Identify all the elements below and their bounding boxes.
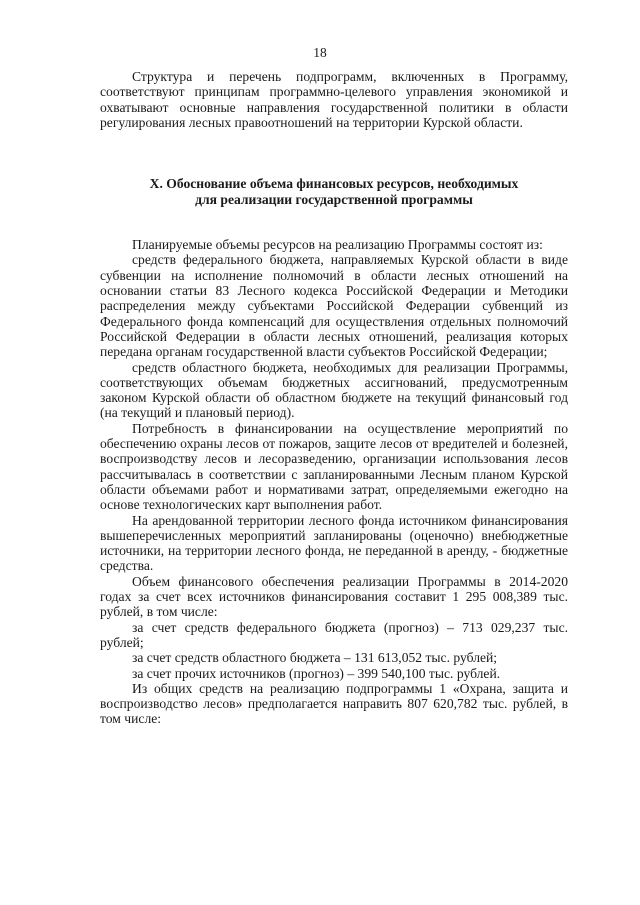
page-number: 18 — [313, 45, 327, 60]
paragraph-subprogram-1: Из общих средств на реализацию подпрограммы 1 «Охрана, защита и воспроизводство лесов» предполагается направить 807 620,782 тыс. рублей, в том числе: — [100, 680, 568, 727]
paragraph-leased-territory: На арендованной территории лесного фонда источником финансирования вышеперечисленных мероприятий запланированы (оценочно) внебюджетные источники, на территории лесного фонда, не переданной в аренду, - бюджетные средства. — [100, 512, 568, 574]
section-heading — [100, 176, 568, 208]
intro-paragraph: Структура и перечень подпрограмм, включенных в Программу, соответствуют принципам программно-целевого управления экономикой и охватывают основные направления государственной политики в области регулирования лесных правоотношений на территории Курской области. — [100, 69, 568, 130]
paragraph-federal-budget: средств федерального бюджета, направляемых Курской области в виде субвенции на исполнение полномочий в области лесных отношений на основании статьи 83 Лесного кодекса Российской Федерации и Методики распределения между субъектами Российской Федерации субвенций из Федерального фонда компенсаций для осуществления отдельных полномочий Российской Федерации в области лесных отношений, реализация которых передана органам государственной власти субъектов Российской Федерации; — [100, 252, 568, 360]
paragraph-resources-intro: Планируемые объемы ресурсов на реализацию Программы состоят из: — [132, 237, 543, 253]
paragraph-regional-budget: средств областного бюджета, необходимых для реализации Программы, соответствующих объемам бюджетных ассигнований, предусмотренным законом Курской области об областном бюджете на текущий финансовый год (на текущий и плановый период). — [100, 359, 568, 421]
paragraph-funding-needs: Потребность в финансировании на осуществление мероприятий по обеспечению охраны лесов от пожаров, защите лесов от вредителей и болезней, воспроизводству лесов и лесоразведению, организации использования лесов рассчитывалась в соответствии с запланированными Лесным планом Курской области объемами работ и нормативами затрат, определяемыми ежегодно на основе технологических карт выполнения работ. — [100, 420, 568, 513]
page-content — [100, 69, 568, 727]
paragraph-regional-amount: за счет средств областного бюджета – 131 613,052 тыс. рублей; — [132, 650, 498, 666]
paragraph-total-volume: Объем финансового обеспечения реализации Программы в 2014-2020 годах за счет всех источников финансирования составит 1 295 008,389 тыс. рублей, в том числе: — [100, 573, 568, 620]
paragraph-other-sources-amount: за счет прочих источников (прогноз) – 399 540,100 тыс. рублей. — [132, 665, 501, 681]
paragraph-federal-amount: за счет средств федерального бюджета (прогноз) – 713 029,237 тыс. рублей; — [100, 619, 568, 650]
section-heading-line-2: для реализации государственной программы — [195, 192, 473, 208]
section-heading-line-1: X. Обоснование объема финансовых ресурсов, необходимых — [149, 176, 519, 192]
